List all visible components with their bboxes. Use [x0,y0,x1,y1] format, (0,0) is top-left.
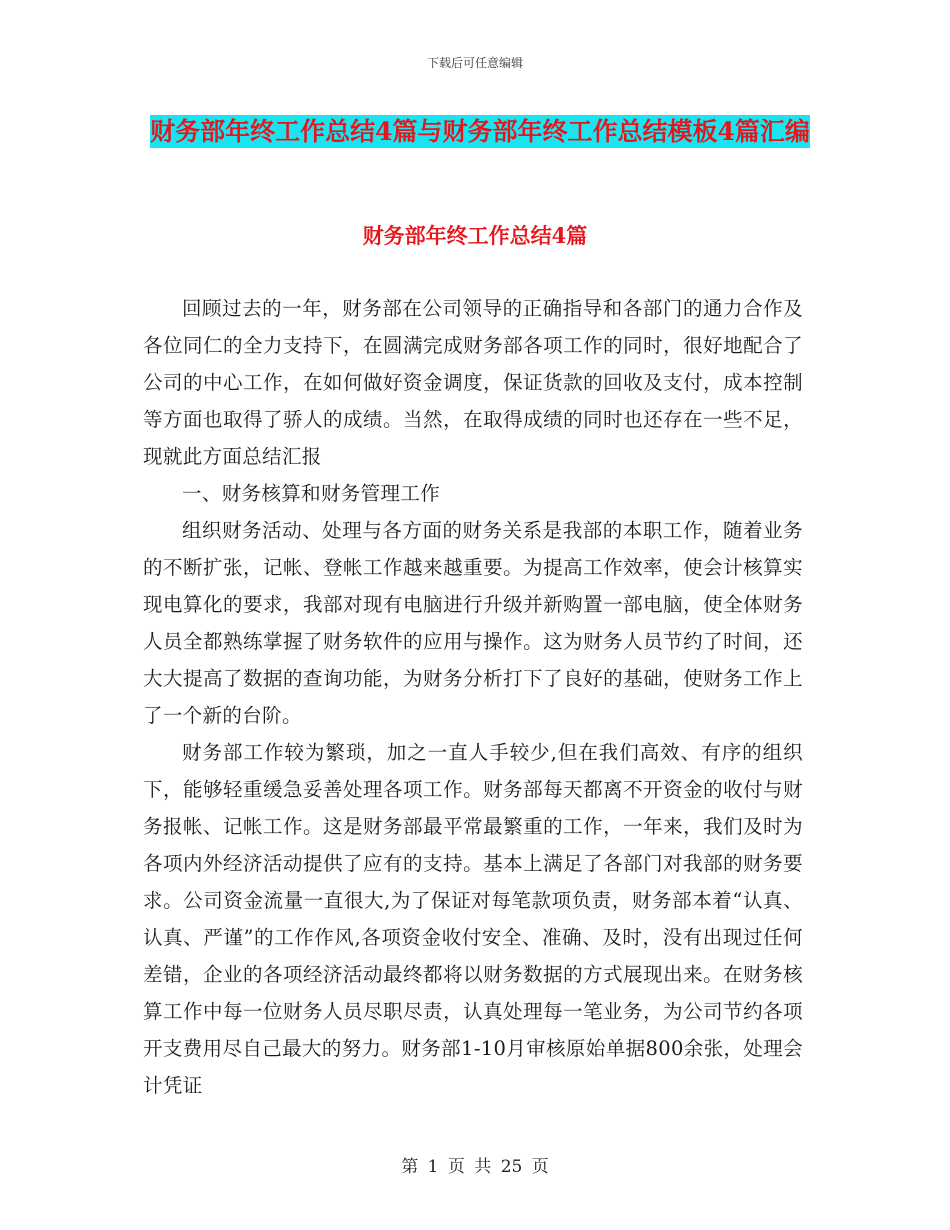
document-title-text: 财务部年终工作总结4篇与财务部年终工作总结模板4篇汇编 [150,117,810,146]
paragraph-heading-accounting: 一、财务核算和财务管理工作 [182,482,441,505]
document-title [150,108,810,156]
header-note: 下载后可任意编辑 [426,56,523,70]
document-body [143,290,803,1104]
paragraph-workload: 财务部工作较为繁琐，加之一直人手较少,但在我们高效、有序的组织下，能够轻重缓急妥善处理各项工作。财务部每天都离不开资金的收付与财务报帐、记帐工作。这是财务部最平常最繁重的工作，一年来，我们及时为各项内外经济活动提供了应有的支持。基本上满足了各部门对我部的财务要求。公司资金流量一直很大,为了保证对每笔款项负责，财务部本着“认真、认真、严谨”的工作作风,各项资金收付安全、准确、及时，没有出现过任何差错，企业的各项经济活动最终都将以财务数据的方式展现出来。在财务核算工作中每一位财务人员尽职尽责，认真处理每一笔业务，为公司节约各项开支费用尽自己最大的努力。财务部1-10月审核原始单据800余张，处理会计凭证 [143,741,803,1097]
paragraph-intro: 回顾过去的一年，财务部在公司领导的正确指导和各部门的通力合作及各位同仁的全力支持下，在圆满完成财务部各项工作的同时，很好地配合了公司的中心工作，在如何做好资金调度，保证货款的回收及支付，成本控制等方面也取得了骄人的成绩。当然，在取得成绩的同时也还存在一些不足，现就此方面总结汇报 [143,297,803,468]
paragraph-accounting: 组织财务活动、处理与各方面的财务关系是我部的本职工作，随着业务的不断扩张，记帐、登帐工作越来越重要。为提高工作效率，使会计核算实现电算化的要求，我部对现有电脑进行升级并新购置一部电脑，使全体财务人员全都熟练掌握了财务软件的应用与操作。这为财务人员节约了时间，还大大提高了数据的查询功能，为财务分析打下了良好的基础，使财务工作上了一个新的台阶。 [143,519,803,727]
page-footer: 第 1 页 共 25 页 [401,1157,549,1177]
section-title: 财务部年终工作总结4篇 [362,223,588,248]
